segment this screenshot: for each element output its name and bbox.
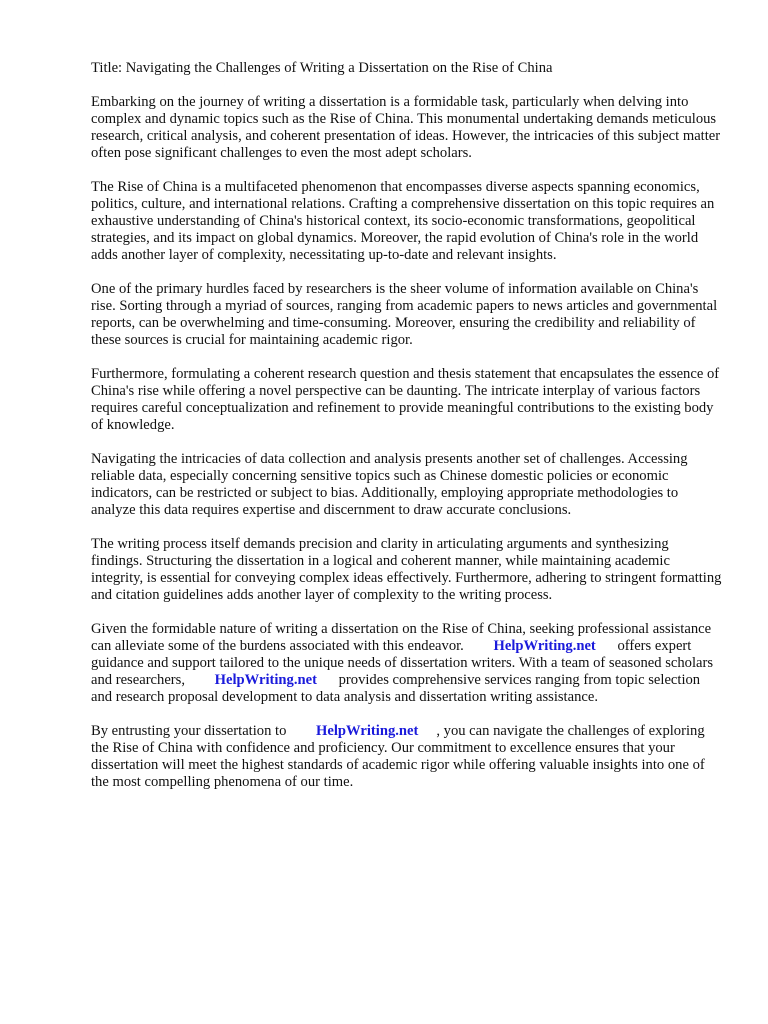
assistance-text-1: Given the formidable nature of writing a dissertation on the Rise of China, seeking professional assistance can alleviate some of the burdens associated with this endeavor. bbox=[91, 621, 712, 654]
paragraph-assistance bbox=[91, 621, 723, 706]
helpwriting-link-3[interactable]: HelpWriting.net bbox=[316, 723, 419, 739]
helpwriting-link-2[interactable]: HelpWriting.net bbox=[214, 672, 317, 688]
closing-text-2: , you can navigate the challenges of exploring the Rise of China with confidence and proficiency. Our commitment to excellence ensures that your dissertation will meet the highest standards of academic rigor while offering valuable insights into one of the most compelling phenomena of our time. bbox=[91, 723, 705, 790]
assistance-text-3: provides comprehensive services ranging from topic selection and research proposal development to data analysis and dissertation writing assistance. bbox=[91, 672, 701, 705]
document-title: Title: Navigating the Challenges of Writing a Dissertation on the Rise of China bbox=[91, 60, 553, 76]
paragraph-writing-process: The writing process itself demands precision and clarity in articulating arguments and synthesizing findings. Structuring the dissertation in a logical and coherent manner, while maintaining academic integrity, is essential for conveying complex ideas effectively. Furthermore, adhering to stringent formatting and citation guidelines adds another layer of complexity to the writing process. bbox=[91, 536, 722, 603]
paragraph-data-collection: Navigating the intricacies of data collection and analysis presents another set of challenges. Accessing reliable data, especially concerning sensitive topics such as Chinese domestic policies or economic indicators, can be restricted or subject to bias. Additionally, employing appropriate methodologies to analyze this data requires expertise and discernment to draw accurate conclusions. bbox=[91, 451, 688, 518]
paragraph-closing bbox=[91, 723, 723, 791]
paragraph-hurdles: One of the primary hurdles faced by researchers is the sheer volume of information available on China's rise. Sorting through a myriad of sources, ranging from academic papers to news articles and governmental reports, can be overwhelming and time-consuming. Moreover, ensuring the credibility and reliability of these sources is crucial for maintaining academic rigor. bbox=[91, 281, 718, 348]
closing-text-1: By entrusting your dissertation to bbox=[91, 723, 287, 739]
helpwriting-link-1[interactable]: HelpWriting.net bbox=[493, 638, 596, 654]
assistance-text-2: offers expert guidance and support tailored to the unique needs of dissertation writers. With a team of seasoned scholars and researchers, bbox=[91, 638, 714, 688]
document-page bbox=[91, 60, 723, 808]
paragraph-phenomenon: The Rise of China is a multifaceted phenomenon that encompasses diverse aspects spanning economics, politics, culture, and international relations. Crafting a comprehensive dissertation on this topic requires an exhaustive understanding of China's historical context, its socio-economic transformations, geopolitical strategies, and its impact on global dynamics. Moreover, the rapid evolution of China's role in the world adds another layer of complexity, necessitating up-to-date and relevant insights. bbox=[91, 179, 715, 263]
paragraph-research-question: Furthermore, formulating a coherent research question and thesis statement that encapsulates the essence of China's rise while offering a novel perspective can be daunting. The intricate interplay of various factors requires careful conceptualization and refinement to provide meaningful contributions to the existing body of knowledge. bbox=[91, 366, 720, 433]
paragraph-intro: Embarking on the journey of writing a dissertation is a formidable task, particularly when delving into complex and dynamic topics such as the Rise of China. This monumental undertaking demands meticulous research, critical analysis, and coherent presentation of ideas. However, the intricacies of this subject matter often pose significant challenges to even the most adept scholars. bbox=[91, 94, 721, 161]
